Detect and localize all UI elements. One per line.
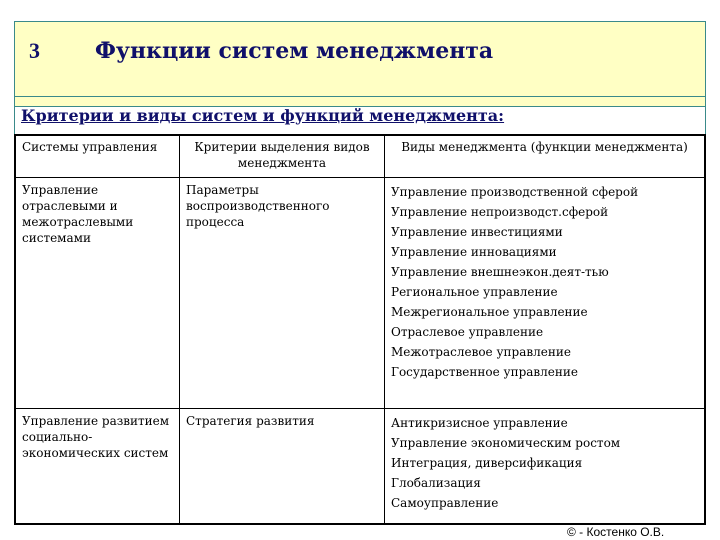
header-systems: Системы управления	[15, 135, 180, 178]
management-table	[14, 134, 706, 525]
type-item: Региональное управление	[391, 285, 558, 299]
types-cell	[385, 409, 706, 524]
type-item: Государственное управление	[391, 365, 579, 379]
header-types: Виды менеджмента (функции менеджмента)	[385, 135, 706, 178]
system-cell: Управление развитием социально-экономических систем	[15, 409, 180, 524]
type-item: Управление экономическим ростом	[391, 436, 621, 450]
type-item: Межрегиональное управление	[391, 305, 588, 319]
type-item: Управление инновациями	[391, 245, 557, 259]
type-item: Интеграция, диверсификация	[391, 456, 583, 470]
type-item: Управление внешнеэкон.деят-тью	[391, 265, 609, 279]
system-cell: Управление отраслевыми и межотраслевыми системами	[15, 178, 180, 409]
subtitle: Критерии и виды систем и функций менеджмента:	[21, 106, 505, 125]
type-item: Глобализация	[391, 476, 481, 490]
type-item: Управление инвестициями	[391, 225, 563, 239]
title-banner	[14, 21, 706, 107]
criterion-cell: Стратегия развития	[180, 409, 385, 524]
table-row	[15, 409, 705, 524]
type-item: Межотраслевое управление	[391, 345, 571, 359]
copyright-credit: © - Костенко О.В.	[567, 525, 665, 539]
table-header-row	[15, 135, 705, 178]
table-row	[15, 178, 705, 409]
header-criteria: Критерии выделения видов менеджмента	[180, 135, 385, 178]
page-title: Функции систем менеджмента	[95, 38, 494, 64]
criterion-cell: Параметры воспроизводственного процесса	[180, 178, 385, 409]
types-cell	[385, 178, 706, 409]
type-item: Антикризисное управление	[391, 416, 568, 430]
type-item: Управление непроизводст.сферой	[391, 205, 609, 219]
type-item: Управление производственной сферой	[391, 185, 639, 199]
type-item: Отраслевое управление	[391, 325, 544, 339]
section-number: 3	[29, 38, 40, 63]
type-item: Самоуправление	[391, 496, 499, 510]
